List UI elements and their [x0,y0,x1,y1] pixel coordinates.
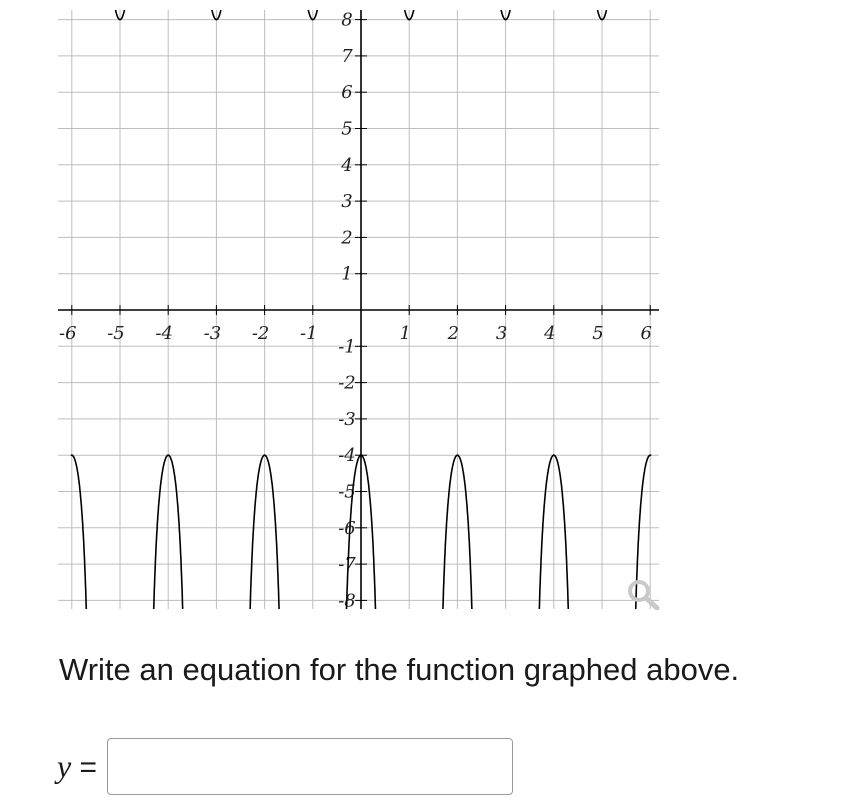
x-tick-label: -4 [155,323,173,344]
axes [58,10,659,612]
x-tick-label: 4 [544,323,556,344]
y-tick-label: -7 [338,554,356,576]
y-tick-label: -4 [338,445,356,467]
y-tick-label: 2 [341,227,353,249]
y-tick-label: -3 [338,408,356,430]
curve-branch [71,455,96,620]
y-tick-label: 4 [341,154,353,176]
x-tick-label: 5 [592,323,604,344]
y-tick-label: 7 [341,45,353,67]
y-tick-label: -6 [338,517,356,539]
y-tick-label: -8 [338,590,356,612]
answer-label: y = [57,748,98,784]
y-tick-label: 1 [341,263,353,285]
x-tick-label: -6 [59,323,77,344]
answer-input[interactable] [107,738,513,795]
y-tick-label: 6 [341,82,353,104]
x-tick-label: 6 [640,323,652,344]
y-tick-label: 3 [341,191,353,213]
y-tick-label: 5 [341,118,353,140]
x-tick-label: -5 [107,323,125,344]
y-tick-label: -2 [338,372,356,394]
x-tick-label: -2 [251,323,270,344]
y-tick-label: -5 [338,481,356,503]
x-tick-label: 1 [399,323,411,344]
x-tick-label: -1 [300,323,318,344]
x-tick-label: 2 [447,323,460,344]
magnifier-icon[interactable] [626,578,660,610]
y-tick-label: -1 [338,336,356,358]
question-prompt: Write an equation for the function graphed above. [59,652,740,687]
x-tick-label: 3 [495,323,508,344]
x-tick-label: -3 [203,323,222,344]
y-tick-label: 8 [341,9,353,31]
